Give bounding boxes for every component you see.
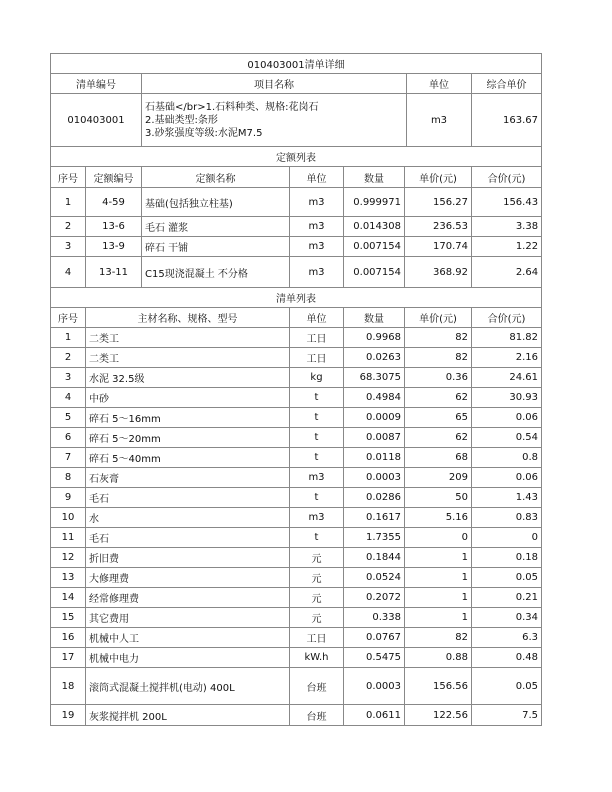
unit: 元 bbox=[290, 588, 344, 608]
total-price: 6.3 bbox=[472, 628, 542, 648]
table-row bbox=[51, 257, 542, 288]
row-number: 14 bbox=[51, 588, 86, 608]
quota-code: 13-6 bbox=[86, 217, 142, 237]
materials-header-cell: 单位 bbox=[290, 308, 344, 328]
table-row bbox=[51, 508, 542, 528]
quota-header-cell: 数量 bbox=[344, 167, 405, 188]
row-number: 17 bbox=[51, 648, 86, 668]
unit: 元 bbox=[290, 548, 344, 568]
unit-price: 62 bbox=[405, 428, 472, 448]
material-name: 石灰膏 bbox=[86, 468, 290, 488]
total-price: 7.5 bbox=[472, 705, 542, 726]
quantity: 0.0263 bbox=[344, 348, 405, 368]
quantity: 0.9968 bbox=[344, 328, 405, 348]
total-price: 24.61 bbox=[472, 368, 542, 388]
row-number: 9 bbox=[51, 488, 86, 508]
unit-price: 65 bbox=[405, 408, 472, 428]
table-row bbox=[51, 408, 542, 428]
quantity: 0.0286 bbox=[344, 488, 405, 508]
row-number: 19 bbox=[51, 705, 86, 726]
quantity: 0.338 bbox=[344, 608, 405, 628]
unit-price: 82 bbox=[405, 348, 472, 368]
unit: t bbox=[290, 488, 344, 508]
total-price: 0.83 bbox=[472, 508, 542, 528]
table-row bbox=[51, 588, 542, 608]
total-price: 81.82 bbox=[472, 328, 542, 348]
table-row bbox=[51, 328, 542, 348]
quantity: 0.4984 bbox=[344, 388, 405, 408]
quota-code: 4-59 bbox=[86, 188, 142, 217]
bill-unit: m3 bbox=[407, 94, 472, 147]
row-number: 12 bbox=[51, 548, 86, 568]
quota-name: 碎石 干铺 bbox=[142, 237, 290, 257]
material-name: 大修理费 bbox=[86, 568, 290, 588]
total-price: 1.22 bbox=[472, 237, 542, 257]
quantity: 0.0611 bbox=[344, 705, 405, 726]
quantity: 0.0524 bbox=[344, 568, 405, 588]
quantity: 0.0087 bbox=[344, 428, 405, 448]
unit: m3 bbox=[290, 508, 344, 528]
col-item-name: 项目名称 bbox=[142, 74, 407, 94]
quantity: 0.1844 bbox=[344, 548, 405, 568]
table-row bbox=[51, 548, 542, 568]
quantity: 1.7355 bbox=[344, 528, 405, 548]
table-row bbox=[51, 608, 542, 628]
total-price: 2.64 bbox=[472, 257, 542, 288]
materials-table bbox=[50, 287, 542, 726]
quantity: 0.014308 bbox=[344, 217, 405, 237]
unit-price: 170.74 bbox=[405, 237, 472, 257]
total-price: 30.93 bbox=[472, 388, 542, 408]
row-number: 15 bbox=[51, 608, 86, 628]
unit-price: 1 bbox=[405, 588, 472, 608]
materials-header-cell: 合价(元) bbox=[472, 308, 542, 328]
material-name: 中砂 bbox=[86, 388, 290, 408]
unit-price: 122.56 bbox=[405, 705, 472, 726]
quota-code: 13-11 bbox=[86, 257, 142, 288]
unit: 元 bbox=[290, 568, 344, 588]
unit-price: 0 bbox=[405, 528, 472, 548]
unit: t bbox=[290, 428, 344, 448]
table-row bbox=[51, 217, 542, 237]
quota-section-title: 定额列表 bbox=[51, 147, 542, 167]
total-price: 2.16 bbox=[472, 348, 542, 368]
unit: m3 bbox=[290, 468, 344, 488]
table-row bbox=[51, 237, 542, 257]
row-number: 5 bbox=[51, 408, 86, 428]
row-number: 10 bbox=[51, 508, 86, 528]
row-number: 6 bbox=[51, 428, 86, 448]
table-row bbox=[51, 628, 542, 648]
unit-price: 62 bbox=[405, 388, 472, 408]
quota-header-cell: 单位 bbox=[290, 167, 344, 188]
row-number: 8 bbox=[51, 468, 86, 488]
quantity: 0.0003 bbox=[344, 468, 405, 488]
unit-price: 368.92 bbox=[405, 257, 472, 288]
bill-title: 010403001清单详细 bbox=[51, 54, 542, 74]
quantity: 0.007154 bbox=[344, 237, 405, 257]
unit-price: 5.16 bbox=[405, 508, 472, 528]
unit: m3 bbox=[290, 237, 344, 257]
material-name: 水泥 32.5级 bbox=[86, 368, 290, 388]
quota-name: C15现浇混凝土 不分格 bbox=[142, 257, 290, 288]
row-number: 2 bbox=[51, 348, 86, 368]
unit-price: 0.36 bbox=[405, 368, 472, 388]
material-name: 碎石 5～40mm bbox=[86, 448, 290, 468]
materials-header-cell: 主材名称、规格、型号 bbox=[86, 308, 290, 328]
unit-price: 82 bbox=[405, 328, 472, 348]
table-row bbox=[51, 348, 542, 368]
unit: m3 bbox=[290, 257, 344, 288]
material-name: 机械中人工 bbox=[86, 628, 290, 648]
material-name: 二类工 bbox=[86, 328, 290, 348]
unit: 工日 bbox=[290, 628, 344, 648]
unit: kg bbox=[290, 368, 344, 388]
unit-price: 236.53 bbox=[405, 217, 472, 237]
row-number: 13 bbox=[51, 568, 86, 588]
quota-header-cell: 合价(元) bbox=[472, 167, 542, 188]
total-price: 0.18 bbox=[472, 548, 542, 568]
col-unit: 单位 bbox=[407, 74, 472, 94]
unit-price: 82 bbox=[405, 628, 472, 648]
bill-price: 163.67 bbox=[472, 94, 542, 147]
table-row bbox=[51, 428, 542, 448]
table-row bbox=[51, 448, 542, 468]
row-number: 11 bbox=[51, 528, 86, 548]
unit-price: 1 bbox=[405, 548, 472, 568]
unit: 工日 bbox=[290, 328, 344, 348]
material-name: 滚筒式混凝土搅拌机(电动) 400L bbox=[86, 668, 290, 705]
total-price: 0.06 bbox=[472, 408, 542, 428]
total-price: 0.48 bbox=[472, 648, 542, 668]
quota-header-cell: 定额名称 bbox=[142, 167, 290, 188]
row-number: 1 bbox=[51, 188, 86, 217]
quota-table bbox=[50, 146, 542, 288]
unit: t bbox=[290, 408, 344, 428]
row-number: 4 bbox=[51, 257, 86, 288]
material-name: 折旧费 bbox=[86, 548, 290, 568]
quota-name: 基础(包括独立柱基) bbox=[142, 188, 290, 217]
desc-line: 石基础</br>1.石料种类、规格:花岗石 bbox=[145, 101, 319, 113]
material-name: 其它费用 bbox=[86, 608, 290, 628]
total-price: 156.43 bbox=[472, 188, 542, 217]
unit-price: 1 bbox=[405, 608, 472, 628]
total-price: 0.8 bbox=[472, 448, 542, 468]
material-name: 水 bbox=[86, 508, 290, 528]
materials-header-cell: 数量 bbox=[344, 308, 405, 328]
quota-header-cell: 序号 bbox=[51, 167, 86, 188]
unit-price: 0.88 bbox=[405, 648, 472, 668]
table-row bbox=[51, 188, 542, 217]
total-price: 0.06 bbox=[472, 468, 542, 488]
unit: m3 bbox=[290, 188, 344, 217]
unit: 台班 bbox=[290, 668, 344, 705]
material-name: 机械中电力 bbox=[86, 648, 290, 668]
unit-price: 209 bbox=[405, 468, 472, 488]
row-number: 4 bbox=[51, 388, 86, 408]
total-price: 0 bbox=[472, 528, 542, 548]
unit: kW.h bbox=[290, 648, 344, 668]
total-price: 0.21 bbox=[472, 588, 542, 608]
row-number: 1 bbox=[51, 328, 86, 348]
quantity: 0.1617 bbox=[344, 508, 405, 528]
material-name: 经常修理费 bbox=[86, 588, 290, 608]
table-row bbox=[51, 368, 542, 388]
total-price: 0.05 bbox=[472, 568, 542, 588]
row-number: 16 bbox=[51, 628, 86, 648]
item-description bbox=[142, 94, 407, 147]
total-price: 0.34 bbox=[472, 608, 542, 628]
unit: t bbox=[290, 448, 344, 468]
desc-line: 2.基础类型:条形 bbox=[145, 114, 218, 126]
desc-line: 3.砂浆强度等级:水泥M7.5 bbox=[145, 127, 263, 139]
material-name: 碎石 5～16mm bbox=[86, 408, 290, 428]
unit: t bbox=[290, 388, 344, 408]
table-row bbox=[51, 468, 542, 488]
row-number: 2 bbox=[51, 217, 86, 237]
quota-name: 毛石 灌浆 bbox=[142, 217, 290, 237]
material-name: 碎石 5～20mm bbox=[86, 428, 290, 448]
unit: 台班 bbox=[290, 705, 344, 726]
quota-code: 13-9 bbox=[86, 237, 142, 257]
unit: 元 bbox=[290, 608, 344, 628]
row-number: 3 bbox=[51, 237, 86, 257]
quantity: 0.007154 bbox=[344, 257, 405, 288]
materials-section-title: 清单列表 bbox=[51, 288, 542, 308]
table-row bbox=[51, 668, 542, 705]
total-price: 1.43 bbox=[472, 488, 542, 508]
row-number: 7 bbox=[51, 448, 86, 468]
quantity: 68.3075 bbox=[344, 368, 405, 388]
unit: t bbox=[290, 528, 344, 548]
unit: 工日 bbox=[290, 348, 344, 368]
table-row bbox=[51, 568, 542, 588]
quantity: 0.0767 bbox=[344, 628, 405, 648]
table-row bbox=[51, 488, 542, 508]
row-number: 18 bbox=[51, 668, 86, 705]
material-name: 毛石 bbox=[86, 528, 290, 548]
total-price: 3.38 bbox=[472, 217, 542, 237]
table-row bbox=[51, 705, 542, 726]
unit-price: 156.27 bbox=[405, 188, 472, 217]
material-name: 毛石 bbox=[86, 488, 290, 508]
quantity: 0.0118 bbox=[344, 448, 405, 468]
total-price: 0.05 bbox=[472, 668, 542, 705]
quantity: 0.5475 bbox=[344, 648, 405, 668]
quantity: 0.0009 bbox=[344, 408, 405, 428]
quantity: 0.999971 bbox=[344, 188, 405, 217]
quota-header-cell: 单价(元) bbox=[405, 167, 472, 188]
unit-price: 156.56 bbox=[405, 668, 472, 705]
table-row bbox=[51, 388, 542, 408]
table-row bbox=[51, 648, 542, 668]
quota-header-cell: 定额编号 bbox=[86, 167, 142, 188]
materials-header-cell: 序号 bbox=[51, 308, 86, 328]
table-row bbox=[51, 528, 542, 548]
unit-price: 1 bbox=[405, 568, 472, 588]
col-unit-price: 综合单价 bbox=[472, 74, 542, 94]
quantity: 0.2072 bbox=[344, 588, 405, 608]
unit-price: 50 bbox=[405, 488, 472, 508]
col-bill-code: 清单编号 bbox=[51, 74, 142, 94]
unit-price: 68 bbox=[405, 448, 472, 468]
row-number: 3 bbox=[51, 368, 86, 388]
bill-code: 010403001 bbox=[51, 94, 142, 147]
total-price: 0.54 bbox=[472, 428, 542, 448]
materials-header-cell: 单价(元) bbox=[405, 308, 472, 328]
bill-header-table bbox=[50, 53, 542, 147]
quantity: 0.0003 bbox=[344, 668, 405, 705]
material-name: 二类工 bbox=[86, 348, 290, 368]
unit: m3 bbox=[290, 217, 344, 237]
material-name: 灰浆搅拌机 200L bbox=[86, 705, 290, 726]
